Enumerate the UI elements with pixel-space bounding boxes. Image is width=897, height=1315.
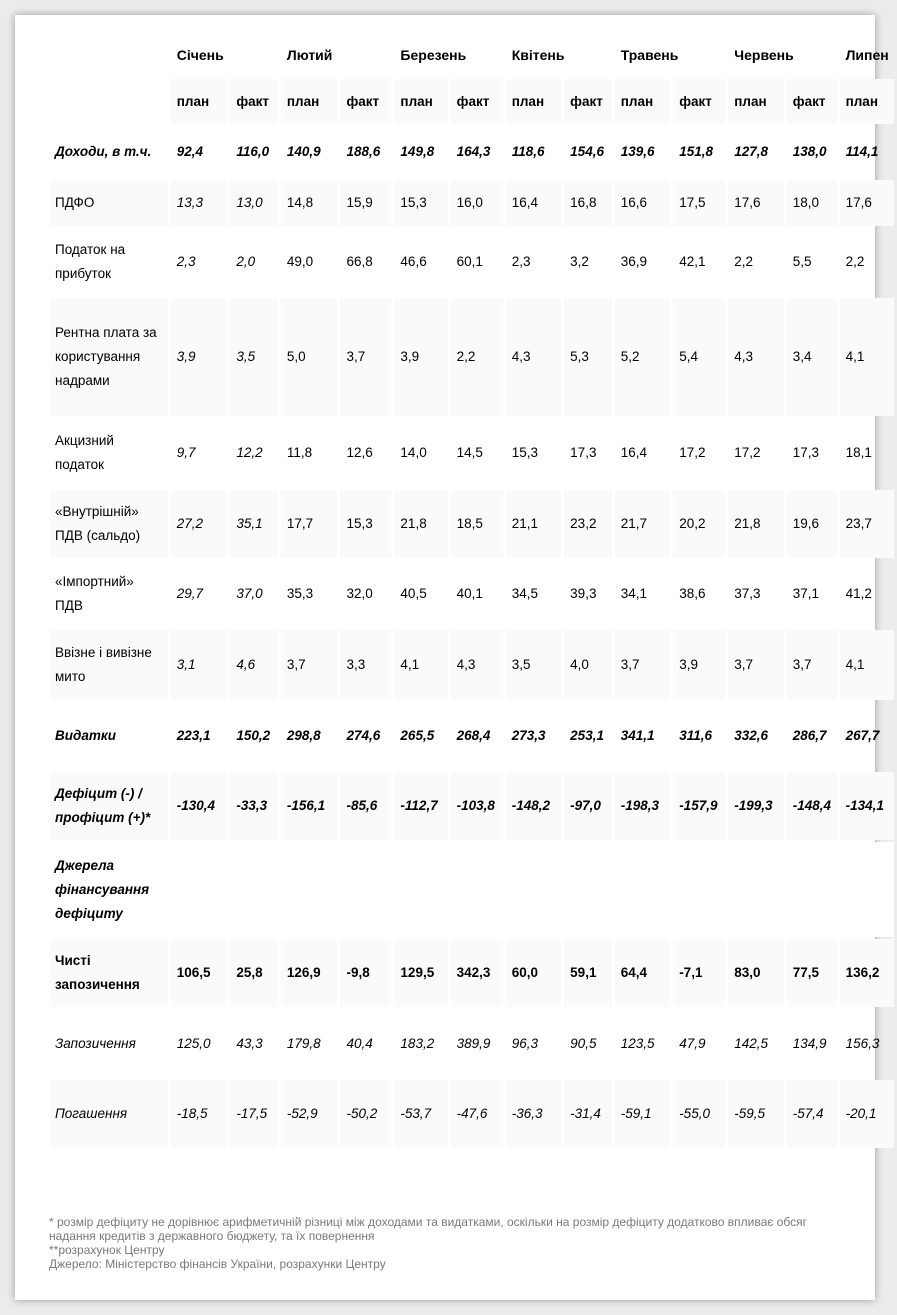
empty-cells (171, 842, 894, 937)
value-cell: 142,5 (734, 1035, 769, 1051)
value-cell: 156,3 (845, 1035, 880, 1051)
value-cell: -199,3 (728, 772, 783, 840)
table-row (50, 490, 894, 558)
table-row (50, 560, 894, 628)
value-cell: 83,0 (728, 939, 783, 1007)
row-label: Джерела фінансування дефіциту (55, 857, 150, 921)
value-cell: -130,4 (171, 772, 228, 840)
value-cell: 18,5 (451, 490, 503, 558)
value-cell: 13,0 (230, 180, 278, 226)
plan-header: план (615, 79, 670, 124)
value-cell: 17,5 (673, 180, 725, 226)
value-cell: 35,1 (230, 490, 278, 558)
value-cell: 3,7 (281, 630, 338, 700)
value-cell: 77,5 (787, 939, 837, 1007)
value-cell: -59,5 (728, 1080, 783, 1148)
value-cell: 34,5 (511, 586, 538, 601)
value-cell: 92,4 (176, 144, 204, 159)
fact-header: факт (451, 79, 503, 124)
value-cell: 59,1 (564, 939, 612, 1007)
value-cell: 4,1 (840, 298, 894, 416)
fact-header: факт (673, 79, 725, 124)
plan-header: план (728, 79, 783, 124)
value-cell: -148,2 (506, 772, 561, 840)
value-cell: 29,7 (176, 586, 204, 601)
value-cell: 134,9 (792, 1035, 827, 1051)
plan-header: план (171, 79, 228, 124)
value-cell: 18,1 (845, 445, 872, 460)
value-cell: 35,3 (286, 586, 314, 601)
value-cell: 3,3 (340, 630, 391, 700)
value-cell: -55,0 (673, 1080, 725, 1148)
footnote-deficit: * розмір дефіциту не дорівнює арифметичній різниці між доходами та видатками, оскільки на розмір дефіциту додатково впливає обсяг надання кредитів з державного бюджету, та їх повернення (49, 1215, 808, 1243)
value-cell: 116,0 (236, 144, 270, 159)
table-card (15, 15, 889, 1300)
value-cell: 286,7 (792, 728, 827, 743)
value-cell: 16,0 (451, 180, 503, 226)
value-cell: 41,2 (845, 586, 872, 601)
value-cell: -9,8 (340, 939, 391, 1007)
value-cell: 267,7 (845, 728, 880, 743)
plan-header: план (394, 79, 447, 124)
value-cell: 20,2 (673, 490, 725, 558)
value-cell: 23,7 (840, 490, 894, 558)
value-cell: 12,6 (346, 445, 373, 460)
value-cell: 66,8 (346, 254, 373, 269)
fact-header: факт (787, 79, 837, 124)
value-cell: 14,8 (281, 180, 338, 226)
value-cell: 46,6 (400, 254, 427, 269)
value-cell: -17,5 (230, 1080, 278, 1148)
value-cell: -18,5 (171, 1080, 228, 1148)
value-cell: 27,2 (171, 490, 228, 558)
month-header: Березень (400, 46, 467, 63)
value-cell: 183,2 (400, 1035, 435, 1051)
table-row (50, 298, 894, 416)
value-cell: 17,6 (840, 180, 894, 226)
row-label: Доходи, в т.ч. (55, 144, 152, 159)
value-cell: 274,6 (346, 728, 381, 743)
fact-header: факт (564, 79, 612, 124)
value-cell: 34,1 (620, 586, 647, 601)
table-row (50, 228, 894, 296)
value-cell: 15,9 (340, 180, 391, 226)
value-cell: 188,6 (346, 144, 381, 159)
row-label: Податок на прибуток (55, 242, 126, 281)
value-cell: 2,2 (734, 254, 754, 269)
value-cell: 151,8 (679, 144, 713, 159)
value-cell: 341,1 (620, 728, 655, 743)
value-cell: -50,2 (340, 1080, 391, 1148)
value-cell: -103,8 (451, 772, 503, 840)
value-cell: 136,2 (840, 939, 894, 1007)
value-cell: 13,3 (171, 180, 228, 226)
value-cell: -20,1 (840, 1080, 894, 1148)
month-header: Січень (176, 46, 224, 63)
table-row (50, 126, 894, 178)
value-cell: 2,0 (236, 254, 256, 269)
value-cell: 43,3 (236, 1035, 263, 1051)
value-cell: 126,9 (281, 939, 338, 1007)
footnotes (49, 1215, 849, 1271)
fact-header: факт (230, 79, 278, 124)
value-cell: 32,0 (346, 586, 373, 601)
value-cell: 15,3 (340, 490, 391, 558)
value-cell: 40,4 (346, 1035, 373, 1051)
value-cell: -156,1 (281, 772, 338, 840)
value-cell: 3,9 (171, 298, 228, 416)
value-cell: 4,6 (230, 630, 278, 700)
value-cell: -112,7 (394, 772, 447, 840)
value-cell: 223,1 (176, 728, 211, 743)
value-cell: 37,0 (236, 586, 263, 601)
table-row (50, 418, 894, 488)
value-cell: 179,8 (286, 1035, 321, 1051)
value-cell: -31,4 (564, 1080, 612, 1148)
value-cell: 4,3 (451, 630, 503, 700)
value-cell: 265,5 (400, 728, 435, 743)
value-cell: 3,9 (673, 630, 725, 700)
value-cell: 123,5 (620, 1035, 655, 1051)
row-label: ПДФО (50, 180, 168, 226)
month-header: Травень (620, 46, 679, 63)
value-cell: 12,2 (236, 445, 263, 460)
value-cell: 14,5 (456, 445, 483, 460)
value-cell: 164,3 (456, 144, 491, 159)
value-cell: -59,1 (615, 1080, 670, 1148)
value-cell: 40,1 (456, 586, 483, 601)
value-cell: 21,1 (506, 490, 561, 558)
value-cell: 139,6 (620, 144, 655, 159)
table-row (50, 1080, 894, 1148)
value-cell: 90,5 (570, 1035, 597, 1051)
value-cell: 18,0 (787, 180, 837, 226)
value-cell: 150,2 (236, 728, 271, 743)
footnote-source: Джерело: Міністерство фінансів України, розрахунки Центру (49, 1257, 386, 1271)
value-cell: 17,3 (570, 445, 597, 460)
value-cell: 49,0 (286, 254, 314, 269)
value-cell: 40,5 (400, 586, 427, 601)
value-cell: 17,2 (734, 445, 761, 460)
value-cell: 5,5 (792, 254, 812, 269)
value-cell: -47,6 (451, 1080, 503, 1148)
plan-fact-header-row (50, 79, 894, 124)
value-cell: 9,7 (176, 445, 196, 460)
month-header: Червень (734, 46, 794, 63)
value-cell: 15,3 (394, 180, 447, 226)
budget-table-scroll[interactable] (50, 30, 889, 1150)
value-cell: 2,3 (176, 254, 196, 269)
row-label: Ввізне і вивізне мито (50, 630, 168, 700)
value-cell: 64,4 (615, 939, 670, 1007)
value-cell: -57,4 (787, 1080, 837, 1148)
value-cell: -53,7 (394, 1080, 447, 1148)
value-cell: 3,5 (230, 298, 278, 416)
row-label: Видатки (55, 728, 116, 743)
value-cell: 16,6 (615, 180, 670, 226)
value-cell: 60,1 (456, 254, 483, 269)
table-row (50, 702, 894, 770)
value-cell: 15,3 (511, 445, 538, 460)
value-cell: 37,3 (734, 586, 761, 601)
value-cell: 39,3 (570, 586, 597, 601)
value-cell: 17,2 (679, 445, 706, 460)
value-cell: 60,0 (506, 939, 561, 1007)
value-cell: 106,5 (171, 939, 228, 1007)
value-cell: 16,4 (620, 445, 647, 460)
corner-cell (50, 79, 168, 124)
table-row (50, 842, 894, 937)
value-cell: 149,8 (400, 144, 435, 159)
value-cell: 5,0 (281, 298, 338, 416)
value-cell: 11,8 (286, 445, 313, 460)
value-cell: 138,0 (792, 144, 827, 159)
value-cell: 5,4 (673, 298, 725, 416)
value-cell: 140,9 (286, 144, 321, 159)
row-label: Дефіцит (-) / профіцит (+)* (50, 772, 168, 840)
row-label: Запозичення (55, 1035, 136, 1051)
value-cell: 17,3 (792, 445, 820, 460)
value-cell: 389,9 (456, 1035, 491, 1051)
value-cell: 3,9 (394, 298, 447, 416)
budget-table (47, 30, 897, 1150)
plan-header: план (281, 79, 338, 124)
value-cell: 25,8 (230, 939, 278, 1007)
value-cell: 23,2 (564, 490, 612, 558)
value-cell: 21,7 (615, 490, 670, 558)
value-cell: 4,3 (506, 298, 561, 416)
value-cell: -134,1 (840, 772, 894, 840)
value-cell: -33,3 (230, 772, 278, 840)
row-label: Рентна плата за користування надрами (50, 298, 168, 416)
plan-header: план (840, 79, 894, 124)
value-cell: -7,1 (673, 939, 725, 1007)
value-cell: 4,1 (394, 630, 447, 700)
value-cell: 3,1 (171, 630, 228, 700)
value-cell: 17,7 (281, 490, 338, 558)
value-cell: 2,2 (845, 254, 865, 269)
table-row (50, 180, 894, 226)
row-label: Чисті запозичення (50, 939, 168, 1007)
value-cell: 47,9 (679, 1035, 706, 1051)
table-row (50, 939, 894, 1007)
value-cell: -148,4 (787, 772, 837, 840)
value-cell: 114,1 (845, 144, 879, 159)
value-cell: 16,8 (564, 180, 612, 226)
value-cell: 118,6 (511, 144, 545, 159)
row-label: Акцизний податок (55, 433, 114, 472)
value-cell: 311,6 (679, 728, 712, 743)
footnote-calc: **розрахунок Центру (49, 1243, 165, 1257)
value-cell: 19,6 (787, 490, 837, 558)
value-cell: -157,9 (673, 772, 725, 840)
value-cell: 4,1 (840, 630, 894, 700)
value-cell: 4,3 (728, 298, 783, 416)
value-cell: 36,9 (620, 254, 647, 269)
value-cell: 5,2 (615, 298, 670, 416)
value-cell: -36,3 (506, 1080, 561, 1148)
value-cell: 332,6 (734, 728, 769, 743)
value-cell: 42,1 (679, 254, 706, 269)
table-row (50, 1009, 894, 1078)
value-cell: 2,3 (511, 254, 531, 269)
row-label: «Внутрішній» ПДВ (сальдо) (50, 490, 168, 558)
value-cell: 4,0 (564, 630, 612, 700)
value-cell: 298,8 (286, 728, 321, 743)
value-cell: 17,6 (728, 180, 783, 226)
fact-header: факт (340, 79, 391, 124)
month-header: Лютий (286, 46, 333, 63)
row-label: Погашення (50, 1080, 168, 1148)
plan-header: план (506, 79, 561, 124)
value-cell: 96,3 (511, 1035, 538, 1051)
value-cell: 127,8 (734, 144, 769, 159)
value-cell: 154,6 (570, 144, 604, 159)
value-cell: -85,6 (340, 772, 391, 840)
table-row (50, 630, 894, 700)
value-cell: 3,2 (570, 254, 589, 269)
table-row (50, 772, 894, 840)
value-cell: 21,8 (394, 490, 447, 558)
value-cell: 3,7 (615, 630, 670, 700)
value-cell: 3,4 (787, 298, 837, 416)
value-cell: -52,9 (281, 1080, 338, 1148)
value-cell: 125,0 (176, 1035, 211, 1051)
row-label: «Імпортний» ПДВ (55, 574, 134, 613)
value-cell: 3,7 (340, 298, 391, 416)
value-cell: -97,0 (564, 772, 612, 840)
value-cell: 16,4 (506, 180, 561, 226)
value-cell: 37,1 (792, 586, 820, 601)
month-header: Квітень (511, 46, 565, 63)
value-cell: 38,6 (679, 586, 706, 601)
month-header: Липен (845, 46, 889, 63)
value-cell: -198,3 (615, 772, 670, 840)
value-cell: 2,2 (451, 298, 503, 416)
value-cell: 342,3 (451, 939, 503, 1007)
value-cell: 21,8 (728, 490, 783, 558)
value-cell: 3,7 (728, 630, 783, 700)
value-cell: 14,0 (400, 445, 427, 460)
month-header-row (50, 32, 894, 77)
value-cell: 273,3 (511, 728, 546, 743)
value-cell: 3,7 (787, 630, 837, 700)
value-cell: 129,5 (394, 939, 447, 1007)
value-cell: 268,4 (456, 728, 491, 743)
corner-cell (50, 32, 168, 77)
value-cell: 253,1 (570, 728, 604, 743)
value-cell: 5,3 (564, 298, 612, 416)
value-cell: 3,5 (506, 630, 561, 700)
